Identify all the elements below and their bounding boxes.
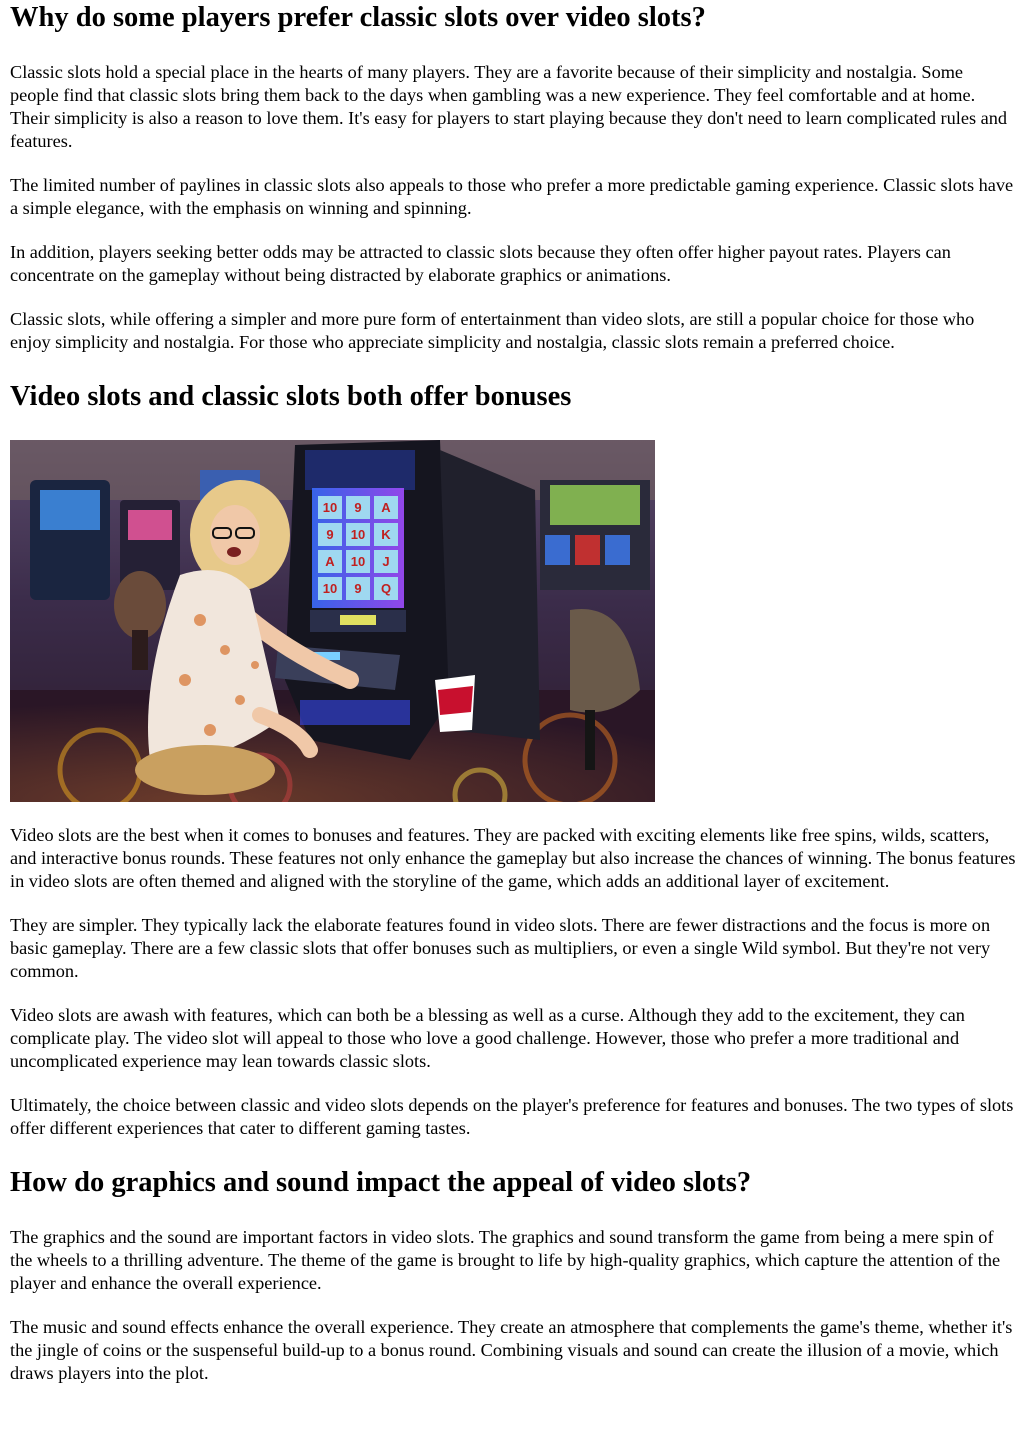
section-heading-graphics-sound: How do graphics and sound impact the appeal of video slots? [10, 1167, 752, 1198]
paragraph: Video slots are awash with features, which can both be a blessing as well as a curse. Although they add to the excitement, they can complicate play. The video slot will appeal to those who love a good challenge. However, those who prefer a more traditional and uncomplicated experience may lean towards classic slots. [10, 1005, 965, 1071]
article [0, 1, 1024, 1385]
paragraph: Ultimately, the choice between classic and video slots depends on the player's preference for features and bonuses. The two types of slots offer different experiences that cater to different gaming tastes. [10, 1095, 1014, 1138]
reel-symbol: 10 [350, 527, 366, 542]
section-heading-classic-preference: Why do some players prefer classic slots over video slots? [10, 2, 706, 33]
reel-symbol: 10 [350, 554, 366, 569]
reel-symbol: K [381, 527, 391, 542]
paragraph: In addition, players seeking better odds may be attracted to classic slots because they often offer higher payout rates. Players can concentrate on the gameplay without being distracted by elaborate graphics or animations. [10, 242, 951, 285]
paragraph: The graphics and the sound are important factors in video slots. The graphics and sound transform the game from being a mere spin of the wheels to a thrilling adventure. The theme of the game is brought to life by high-quality graphics, which capture the attention of the player and enhance the overall experience. [10, 1227, 1001, 1293]
reel-symbol: 10 [322, 581, 338, 596]
reel-symbol: A [381, 500, 391, 515]
paragraph: Classic slots hold a special place in the hearts of many players. They are a favorite because of their simplicity and nostalgia. Some people find that classic slots bring them back to the days when gambling was a new experience. They feel comfortable and at home. Their simplicity is also a reason to love them. It's easy for players to start playing because they don't need to learn complicated rules and features. [10, 62, 1008, 151]
paragraph: The music and sound effects enhance the overall experience. They create an atmosphere that complements the game's theme, whether it's the jingle of coins or the suspenseful build-up to a bonus round. Combining visuals and sound can create the illusion of a movie, which draws players into the plot. [10, 1317, 1013, 1383]
paragraph: The limited number of paylines in classic slots also appeals to those who prefer a more predictable gaming experience. Classic slots have a simple elegance, with the emphasis on winning and spinning. [10, 175, 1014, 218]
paragraph: They are simpler. They typically lack the elaborate features found in video slots. There are fewer distractions and the focus is more on basic gameplay. There are a few classic slots that offer bonuses such as multipliers, or even a single Wild symbol. But they're not very common. [10, 915, 991, 981]
reel-symbol: 9 [354, 581, 362, 596]
reel-symbol: 9 [354, 500, 362, 515]
section-heading-bonuses: Video slots and classic slots both offer bonuses [10, 381, 572, 412]
casino-slot-machine-photo [10, 440, 655, 802]
reel-symbol: Q [380, 581, 392, 596]
paragraph: Classic slots, while offering a simpler and more pure form of entertainment than video slots, are still a popular choice for those who enjoy simplicity and nostalgia. For those who appreciate simplicity and nostalgia, classic slots remain a preferred choice. [10, 309, 975, 352]
reel-symbol: J [382, 554, 390, 569]
reel-symbol: A [325, 554, 335, 569]
paragraph: Video slots are the best when it comes to bonuses and features. They are packed with exciting elements like free spins, wilds, scatters, and interactive bonus rounds. These features not only enhance the gameplay but also increase the chances of winning. The bonus features in video slots are often themed and aligned with the storyline of the game, which adds an additional layer of excitement. [10, 825, 1016, 891]
reel-symbol: 9 [326, 527, 334, 542]
reel-symbol: 10 [322, 500, 338, 515]
